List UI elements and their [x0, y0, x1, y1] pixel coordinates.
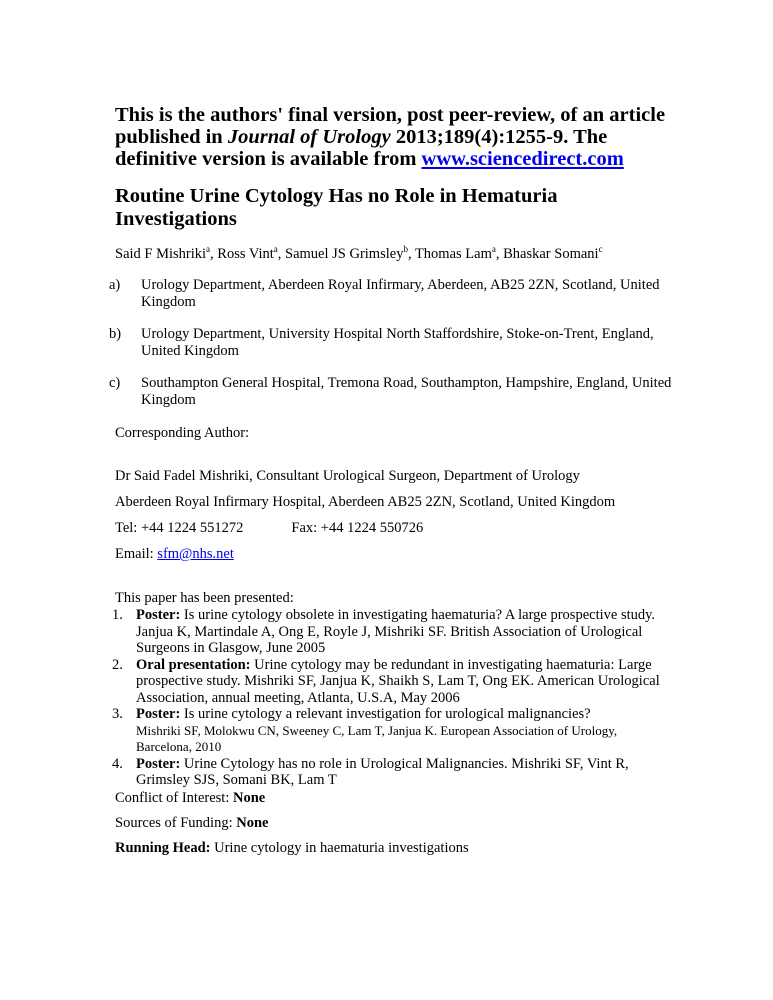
- running-head-label: Running Head:: [115, 839, 211, 856]
- notice-line-3-prefix: definitive version is available from: [115, 148, 422, 170]
- document-page: [109, 104, 675, 864]
- presentation-type: Poster:: [136, 755, 181, 772]
- affiliation-label: c): [109, 375, 121, 391]
- presentation-number: 4.: [112, 755, 123, 772]
- affiliation-text: Urology Department, Aberdeen Royal Infirmary, Aberdeen, AB25 2ZN, Scotland, United Kingdom: [141, 277, 660, 310]
- publication-notice: [115, 104, 675, 170]
- running-head-value: Urine cytology in haematuria investigations: [210, 839, 469, 856]
- corresponding-author-line-1: Dr Said Fadel Mishriki, Consultant Urological Surgeon, Department of Urology: [115, 468, 580, 484]
- presentation-item: [112, 706, 675, 756]
- author-separator: ,: [407, 246, 415, 262]
- conflict-of-interest: [115, 789, 675, 807]
- author-name: Ross Vint: [217, 246, 274, 262]
- corresponding-author-label: Corresponding Author:: [115, 425, 250, 441]
- author-list: [115, 245, 675, 263]
- corresponding-author-line-2: Aberdeen Royal Infirmary Hospital, Aberdeen AB25 2ZN, Scotland, United Kingdom: [115, 494, 616, 510]
- funding-value: None: [236, 814, 269, 831]
- presentation-number: 2.: [112, 656, 123, 673]
- presentations-list: [112, 607, 675, 789]
- telephone: Tel: +44 1224 551272: [115, 520, 244, 536]
- presentation-text: Urine Cytology has no role in Urological Malignancies. Mishriki SF, Vint R, Grimsley SJS, Somani BK, Lam T: [136, 755, 629, 788]
- presentation-number: 1.: [112, 607, 123, 623]
- author-separator: ,: [495, 246, 504, 262]
- author-separator: ,: [210, 246, 218, 262]
- presentation-item: [112, 607, 675, 657]
- author-separator: ,: [277, 246, 286, 262]
- affiliation-item: [109, 277, 675, 311]
- presentation-type: Poster:: [136, 607, 181, 623]
- affiliation-label: b): [109, 326, 122, 342]
- running-head: [115, 839, 675, 857]
- email-link[interactable]: sfm@nhs.net: [157, 546, 234, 562]
- presentation-text: Is urine cytology a relevant investigation for urological malignancies?: [180, 706, 591, 722]
- presentation-item: [112, 755, 675, 789]
- notice-line-2-prefix: published in: [115, 126, 228, 148]
- author-name: Thomas Lam: [414, 246, 492, 262]
- author-affiliation-mark: c: [598, 244, 603, 254]
- affiliation-text: Southampton General Hospital, Tremona Road, Southampton, Hampshire, England, United Kingdom: [141, 375, 672, 408]
- affiliation-item: [109, 375, 675, 409]
- notice-line-1: This is the authors' final version, post peer-review, of an article: [115, 104, 666, 126]
- article-title: Routine Urine Cytology Has no Role in Hematuria Investigations: [115, 185, 558, 230]
- affiliation-item: [109, 326, 675, 360]
- author-affiliation-mark: a: [273, 244, 278, 254]
- presentation-text: Urine cytology may be redundant in investigating haematuria: Large prospective study. Mishriki SF, Janjua K, Shaikh S, Lam T, Ong EK. American Urological Association, annual meeting, Atlanta, U.S.A, May 2006: [136, 656, 660, 706]
- presentation-item: [112, 656, 675, 707]
- presentation-text-small: Mishriki SF, Molokwu CN, Sweeney C, Lam T, Janjua K. European Association of Urology, Barcelona, 2010: [136, 722, 618, 754]
- presentation-type: Oral presentation:: [136, 656, 251, 673]
- author-name: Samuel JS Grimsley: [285, 246, 404, 262]
- conflict-value: None: [232, 789, 266, 806]
- affiliation-text: Urology Department, University Hospital North Staffordshire, Stoke-on-Trent, England, United Kingdom: [141, 326, 654, 359]
- notice-line-2-suffix: 2013;189(4):1255-9. The: [390, 126, 608, 148]
- journal-name: Journal of Urology: [227, 126, 391, 148]
- affiliation-label: a): [109, 277, 121, 293]
- presentations-intro: This paper has been presented:: [115, 590, 294, 606]
- email-label: Email:: [115, 546, 158, 562]
- author-name: Bhaskar Somani: [503, 246, 599, 262]
- phone-fax-line: [115, 519, 675, 537]
- funding-label: Sources of Funding:: [115, 814, 237, 831]
- author-affiliation-mark: a: [206, 244, 211, 254]
- presentation-text: Is urine cytology obsolete in investigating haematuria? A large prospective study. Janjua K, Martindale A, Ong E, Royle J, Mishriki SF. British Association of Urological Surgeons in Glasgow, June 2005: [136, 607, 656, 656]
- sciencedirect-link[interactable]: www.sciencedirect.com: [421, 148, 624, 170]
- conflict-label: Conflict of Interest:: [115, 789, 233, 806]
- author-name: Said F Mishriki: [115, 246, 207, 262]
- presentation-number: 3.: [112, 706, 123, 722]
- author-affiliation-mark: b: [403, 244, 408, 254]
- presentation-type: Poster:: [136, 706, 181, 722]
- fax: Fax: +44 1224 550726: [291, 520, 424, 536]
- sources-of-funding: [115, 814, 675, 832]
- email-line: [115, 545, 675, 563]
- author-affiliation-mark: a: [491, 244, 496, 254]
